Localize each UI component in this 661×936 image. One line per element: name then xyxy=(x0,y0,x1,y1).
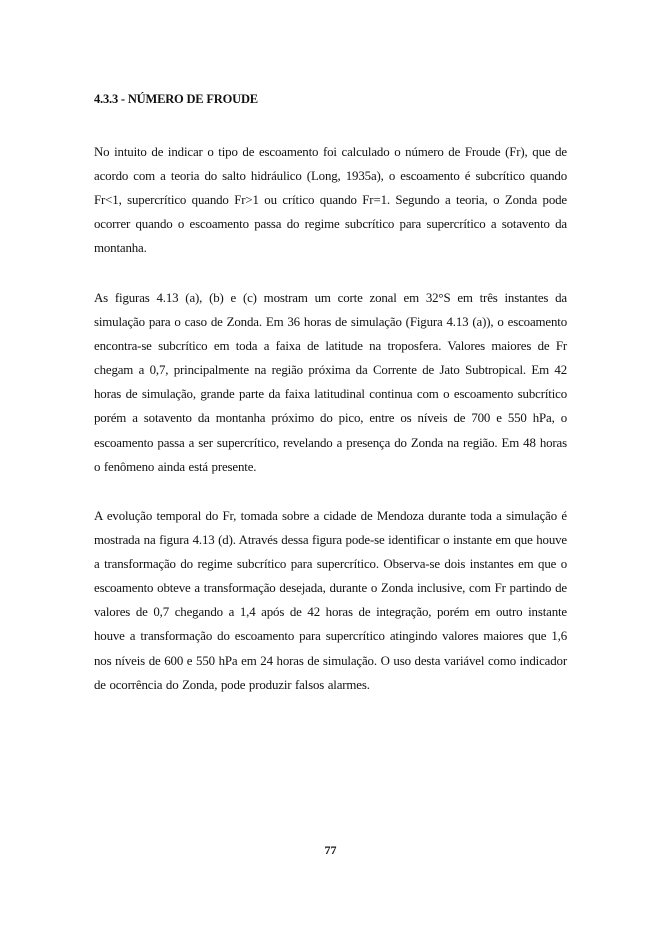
section-heading: 4.3.3 - NÚMERO DE FROUDE xyxy=(94,92,258,106)
page-number: 77 xyxy=(324,843,337,857)
paragraph-temporal-evolution: A evolução temporal do Fr, tomada sobre a cidade de Mendoza durante toda a simulação é mostrada na figura 4.13 (d). Através dessa figura pode-se identificar o instante em que houve a transformação do regime subcrítico para supercrítico. Observa-se dois instantes em que o escoamento obteve a transformação desejada, durante o Zonda inclusive, com Fr partindo de valores de 0,7 chegando a 1,4 após de 42 horas de integração, porém em outro instante houve a transformação do escoamento para supercrítico atingindo valores maiores que 1,6 nos níveis de 600 e 550 hPa em 24 horas de simulação. O uso desta variável como indicador de ocorrência do Zonda, pode produzir falsos alarmes. xyxy=(94,509,567,692)
paragraph-froude-definition: No intuito de indicar o tipo de escoamento foi calculado o número de Froude (Fr), que de acordo com a teoria do salto hidráulico (Long, 1935a), o escoamento é subcrítico quando Fr<1, supercrítico quando Fr>1 ou crítico quando Fr=1. Segundo a teoria, o Zonda pode ocorrer quando o escoamento passa do regime subcrítico para supercrítico a sotavento da montanha. xyxy=(94,145,567,256)
paragraph-zonal-section: As figuras 4.13 (a), (b) e (c) mostram um corte zonal em 32°S em três instantes da simulação para o caso de Zonda. Em 36 horas de simulação (Figura 4.13 (a)), o escoamento encontra-se subcrítico em toda a faixa de latitude na troposfera. Valores maiores de Fr chegam a 0,7, principalmente na região próxima da Corrente de Jato Subtropical. Em 42 horas de simulação, grande parte da faixa latitudinal continua com o escoamento subcrítico porém a sotavento da montanha próximo do pico, entre os níveis de 700 e 550 hPa, o escoamento passa a ser supercrítico, revelando a presença do Zonda na região. Em 48 horas o fenômeno ainda está presente. xyxy=(94,291,567,474)
